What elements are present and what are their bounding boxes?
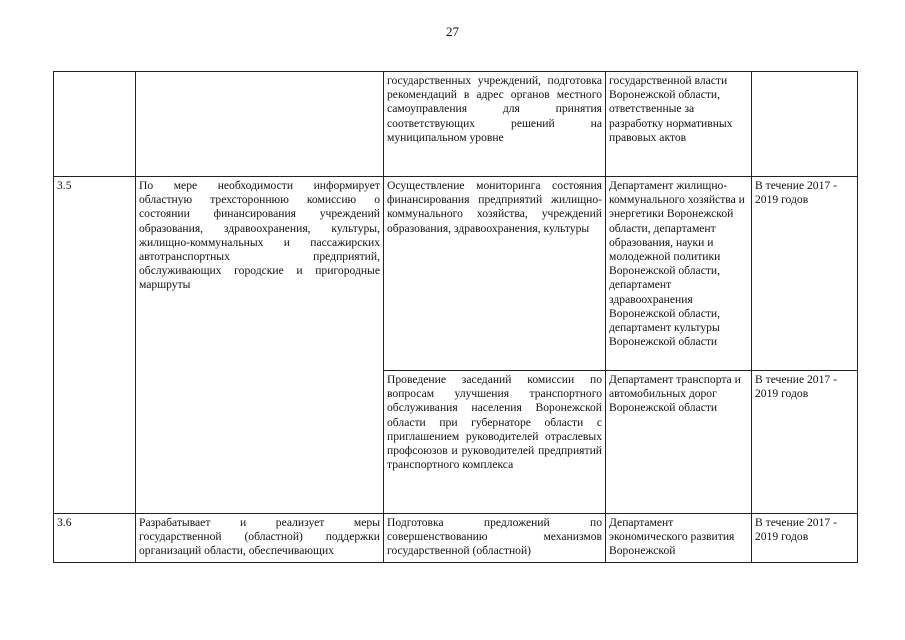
term-cell: В течение 2017 - 2019 годов [752,177,858,371]
row-number-text: 3.6 [57,516,72,529]
executor-cell: государственной власти Воронежской области, ответственные за разработку нормативных правовых актов [606,72,752,177]
measures-table [53,71,858,563]
measure-cell: государственных учреждений, подготовка рекомендаций в адрес органов местного самоуправления для принятия соответствующих решений на муниципальном уровне [384,72,606,177]
measure-cell: Проведение заседаний комиссии по вопросам улучшения транспортного обслуживания населения Воронежской области при губернаторе области с приглашением руководителей отраслевых профсоюзов и руководителей предприятий транспортного комплекса [384,371,606,514]
row-number-cell [54,514,136,563]
term-cell [752,72,858,177]
executor-text: Департамент экономического развития Воронежской [609,516,735,558]
action-cell [136,514,384,563]
page-number: 27 [446,24,459,39]
term-cell: В течение 2017 - 2019 годов [752,371,858,514]
table-row [54,177,858,371]
table-row [54,514,858,563]
row-number-cell: 3.5 [54,177,136,514]
action-cell: По мере необходимости информирует областную трехстороннюю комиссию о состоянии финансирования учреждений образования, здравоохранения, культуры, жилищно-коммунальных и пассажирских автотранспортных предприятий, обслуживающих городские и пригородные маршруты [136,177,384,514]
row-number-cell [54,72,136,177]
executor-cell [606,514,752,563]
measure-cell [384,514,606,563]
measure-cell: Осуществление мониторинга состояния финансирования предприятий жилищно-коммунального хозяйства, учреждений образования, здравоохранения, культуры [384,177,606,371]
executor-cell: Департамент жилищно-коммунального хозяйства и энергетики Воронежской области, департамент образования, науки и молодежной политики Воронежской области, департамент здравоохранения Воронежской области, департамент культуры Воронежской области [606,177,752,371]
executor-cell: Департамент транспорта и автомобильных дорог Воронежской области [606,371,752,514]
term-cell [752,514,858,563]
measure-text: Подготовка предложений по совершенствованию механизмов государственной (областной) [387,516,602,558]
action-text: Разрабатывает и реализует меры государственной (областной) поддержки организаций области, обеспечивающих [139,516,380,558]
action-cell [136,72,384,177]
term-text: В течение 2017 - 2019 годов [755,516,837,544]
table-row [54,72,858,177]
